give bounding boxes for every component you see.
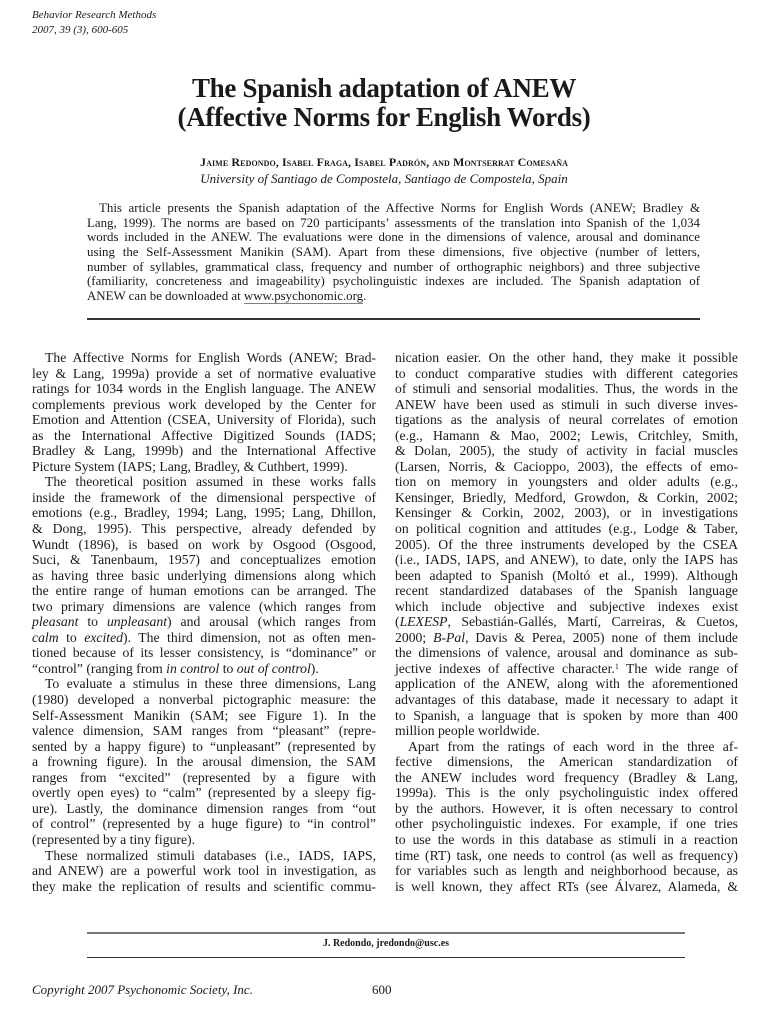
text-line: the dimensions of valence, arousal and dominance as sub- (395, 645, 738, 661)
text-line: The theoretical position assumed in these works falls (45, 474, 376, 490)
text-line: as having three basic underlying dimensions along which (32, 567, 376, 583)
text-segment: ). The third dimension, not as often men- (123, 629, 376, 645)
text-line: been adapted to Spanish (Moltó et al., 1999). Although (395, 567, 738, 583)
paper-title (0, 74, 768, 132)
text-line: tigations as the analysis of neural correlates of emotion (395, 412, 738, 428)
text-line: they make the replication of results and scientific commu- (32, 878, 376, 894)
italic-term: pleasant (32, 614, 79, 630)
paragraph (32, 474, 376, 676)
text-line: Picture System (IAPS; Lang, Bradley, & Cuthbert, 1999). (32, 458, 348, 474)
text-line: Self-Assessment Manikin (SAM; see Figure 1). In the (32, 707, 376, 723)
text-segment: “control” (ranging from (32, 660, 167, 676)
text-line: is well known, they affect RTs (see Álvarez, Alameda, & (395, 878, 738, 894)
footnote-divider-bottom (87, 957, 685, 958)
psychonomic-link[interactable]: www.psychonomic.org (243, 289, 364, 304)
text-line: by the authors. However, it is often necessary to control (395, 800, 738, 816)
affiliation: University of Santiago de Compostela, Santiago de Compostela, Spain (200, 171, 568, 186)
text-line: & Dong, 1995). This perspective, already defended by (32, 521, 376, 537)
text-line: inside the framework of the dimensional perspective of (32, 489, 376, 505)
text-line: Wundt (1896), is based on work by Osgood (Osgood, (32, 536, 376, 552)
text-line: million people worldwide. (395, 723, 540, 739)
abstract-line: Lang, 1999). The norms are based on 720 participants’ assessments of the translation into Spanish of the 1,034 (87, 215, 700, 230)
italic-term: unpleasant (106, 614, 168, 630)
italic-term: B-Pal (433, 629, 466, 645)
text-line: complements previous work developed by the Center for (32, 396, 376, 412)
journal-citation: 2007, 39 (3), 600-605 (32, 24, 129, 36)
text-line: ANEW have been used as stimuli in such diverse inves- (395, 396, 738, 412)
text-line: recent standardized databases of the Spanish language (395, 583, 738, 599)
text-line (32, 614, 376, 630)
text-line: tioned because of its lesser consistency, is “dominance” or (32, 645, 376, 661)
abstract-line: number of syllables, grammatical class, frequency and number of orthographic neighbors) and three subjective (87, 259, 700, 274)
text-line: These normalized stimuli databases (i.e., IADS, IAPS, (45, 847, 376, 863)
text-line: other psycholinguistic indexes. For example, if one tries (395, 816, 738, 832)
text-line: a frowning figure). In the arousal dimension, the SAM (32, 754, 376, 770)
title-line-2: (Affective Norms for English Words) (177, 102, 591, 132)
italic-term: out of control (236, 660, 311, 676)
text-segment: ) and arousal (which ranges from (167, 614, 376, 630)
text-line: & Dolan, 2005), the study of activity in facial muscles (395, 443, 738, 459)
text-line: to Spanish, a language that is spoken by more than 400 (395, 707, 738, 723)
text-line (395, 614, 738, 630)
text-segment: The wide range of (618, 660, 738, 676)
abstract-line: This article presents the Spanish adaptation of the Affective Norms for English Words (ANEW; Bradley & (99, 201, 700, 215)
text-line: two primary dimensions are valence (which ranges from (32, 598, 376, 614)
text-line: to use the words in this database as stimuli in a reaction (395, 831, 738, 847)
text-segment: ( (395, 614, 400, 630)
text-line (32, 630, 376, 646)
text-line: 1999a). This is the only psycholinguistic index offered (395, 785, 738, 801)
italic-term: excited (84, 629, 124, 645)
title-line-1: The Spanish adaptation of ANEW (191, 73, 577, 103)
abstract-line: using the Self-Assessment Manikin (SAM). Apart from these dimensions, five objective (number of letters, (87, 245, 700, 260)
text-line: ranges from “excited” (represented by a figure with (32, 769, 376, 785)
authors: Jaime Redondo, Isabel Fraga, Isabel Padrón, and Montserrat Comesaña (199, 155, 569, 169)
body-column-right (395, 350, 738, 894)
text-line (395, 661, 738, 677)
text-segment: 2000; (395, 629, 434, 645)
text-line: of stimuli and sensorial modalities. Thus, the words in the (395, 381, 738, 397)
abstract-divider (87, 318, 700, 320)
abstract-line: words included in the ANEW. The evaluations were done in the dimensions of valence, arousal and dominance (87, 230, 700, 245)
text-line: as the International Affective Digitized Sounds (IADS; (32, 427, 376, 443)
text-line: to conduct comparative studies with different categories (395, 365, 738, 381)
text-line (395, 630, 738, 646)
copyright: Copyright 2007 Psychonomic Society, Inc. (32, 982, 253, 997)
italic-term: LEXESP (399, 614, 448, 630)
text-line: for variables such as length and neighborhood because, as (395, 863, 738, 879)
page-number: 600 (372, 982, 392, 997)
text-line: the entire range of human emotions can be arranged. The (32, 583, 376, 599)
text-segment: ). (310, 660, 319, 676)
text-line: ley & Lang, 1999a) provide a set of normative evaluative (32, 365, 376, 381)
text-line: (i.e., IADS, IAPS, and ANEW), to date, only the IAPS has (395, 552, 738, 568)
italic-term: in control (166, 660, 220, 676)
text-line: Apart from the ratings of each word in the three af- (408, 738, 738, 754)
journal-header (32, 8, 156, 38)
text-line: Kensinger & Corkin, 2002, 2003), or in investigations (395, 505, 738, 521)
text-line: sented by a happy figure) to “unpleasant” (represented by (32, 738, 376, 754)
text-line (32, 661, 376, 677)
text-segment: , Davis & Perea, 2005) none of them include (465, 629, 738, 645)
body-column-left (32, 350, 376, 894)
text-line: (represented by a tiny figure). (32, 831, 196, 847)
text-line: overtly open eyes) to “calm” (represented by a sleepy fig- (32, 785, 376, 801)
abstract (87, 201, 700, 304)
text-segment: , Sebastián-Gallés, Martí, Carreiras, & Cuetos, (447, 614, 738, 630)
text-line: time (RT) task, one needs to control (as well as frequency) (395, 847, 738, 863)
text-line: emotions (e.g., Bradley, 1994; Lang, 1995; Lang, Dhillon, (32, 505, 376, 521)
paragraph (32, 350, 376, 474)
paragraph (395, 350, 738, 739)
text-line: (e.g., Hamann & Mao, 2002; Lewis, Critchley, Smith, (395, 427, 738, 443)
text-line: Bradley & Lang, 1999b) and the International Affective (32, 443, 376, 459)
text-line: on political cognition and attitudes (e.g., Lodge & Taber, (395, 521, 738, 537)
text-line: The Affective Norms for English Words (ANEW; Brad- (45, 350, 376, 365)
text-line: the ANEW includes word frequency (Bradley & Lang, (395, 769, 738, 785)
text-line: valence dimension, SAM ranges from “pleasant” (repre- (32, 723, 376, 739)
text-line: To evaluate a stimulus in these three dimensions, Lang (45, 676, 376, 692)
italic-term: calm (32, 629, 59, 645)
text-line: ratings for 1034 words in the English language. The ANEW (32, 381, 376, 397)
paragraph (32, 848, 376, 895)
text-line: (Larsen, Norris, & Cacioppo, 2003), the effects of emo- (395, 458, 738, 474)
text-line: which include objective and subjective indexes exist (395, 598, 738, 614)
text-segment: to (58, 629, 85, 645)
text-line: and ANEW) are a powerful work tool in investigation, as (32, 863, 376, 879)
paragraph (32, 676, 376, 847)
abstract-line: (familiarity, concreteness and imageability) psycholinguistic indexes are included. The Spanish adaptation of (87, 274, 700, 289)
text-line: tion on memory in youngsters and older adults (e.g., (395, 474, 738, 490)
text-line: Kensinger, Briedly, Medford, Growdon, & Corkin, 2002; (395, 489, 738, 505)
text-line: fective dimensions, the American standardization of (395, 754, 738, 770)
footnote-marker: 1 (614, 661, 619, 671)
text-line: ure). Lastly, the dominance dimension ranges from “out (32, 800, 376, 816)
text-line: nication easier. On the other hand, they make it possible (395, 350, 738, 365)
journal-name: Behavior Research Methods (32, 9, 157, 21)
text-line: advantages of this database, made it necessary to adapt it (395, 692, 738, 708)
text-line: application of the ANEW, along with the aforementioned (395, 676, 738, 692)
text-segment: to (78, 614, 107, 630)
abstract-line (87, 289, 700, 304)
abstract-text: . (363, 289, 367, 304)
abstract-text: ANEW can be downloaded at (87, 289, 244, 304)
correspondence-note: J. Redondo, jredondo@usc.es (322, 938, 450, 949)
text-line: Suci, & Tanenbaum, 1957) and conceptualizes emotion (32, 552, 376, 568)
text-line: (1980) developed a nonverbal pictographic measure: the (32, 692, 376, 708)
paragraph (395, 739, 738, 894)
text-line: 2005). Of the three instruments developed by the CSEA (395, 536, 738, 552)
text-line: of control” (represented by a huge figure) to “in control” (32, 816, 376, 832)
text-line: Emotion and Attention (CSEA, University of Florida), such (32, 412, 376, 428)
text-segment: jective indexes of affective character. (395, 660, 615, 676)
footnote-divider-top (87, 932, 685, 934)
text-segment: to (219, 660, 237, 676)
